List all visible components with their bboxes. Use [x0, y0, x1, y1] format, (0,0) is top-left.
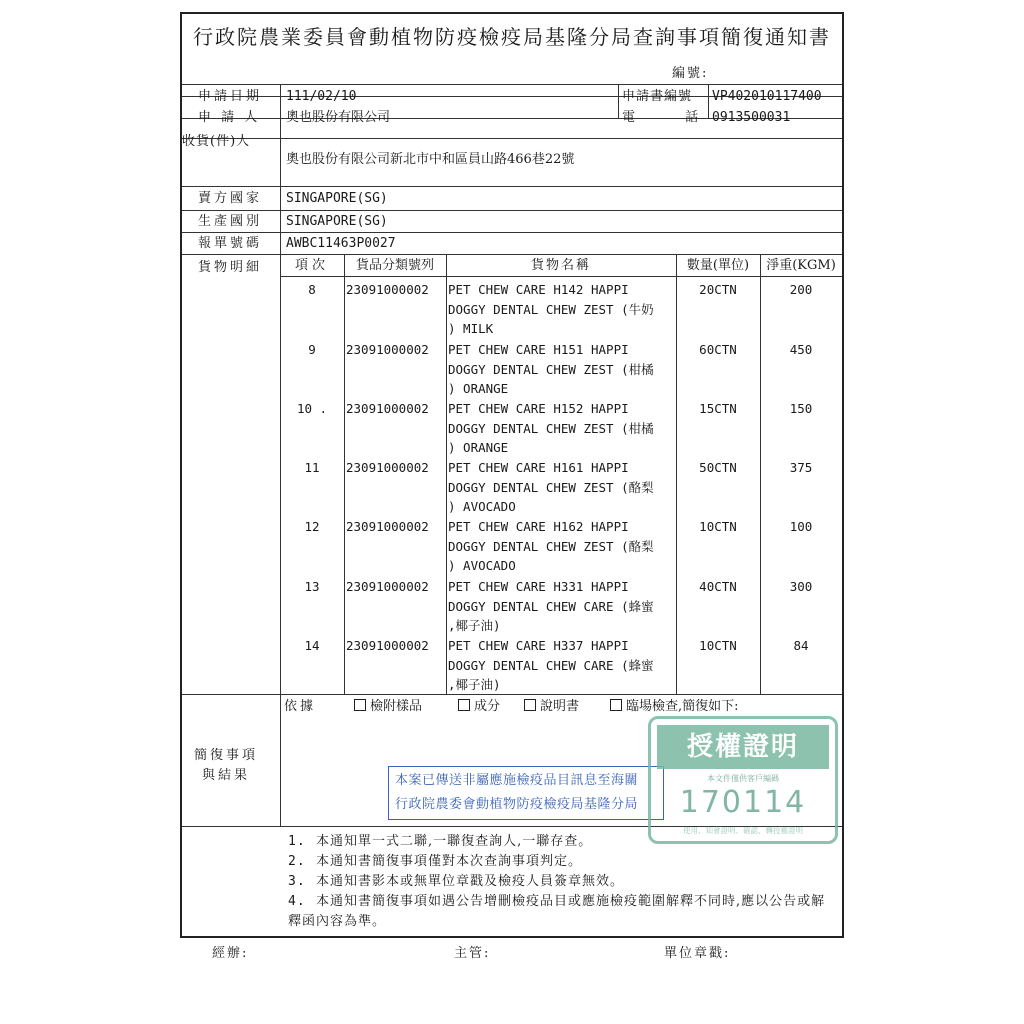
notice-form	[180, 12, 844, 938]
check-onsite	[610, 698, 739, 716]
row-code: 23091000002	[346, 282, 429, 297]
row-name: PET CHEW CARE H142 HAPPI DOGGY DENTAL CHEW ZEST (牛奶 ) MILK	[448, 282, 654, 336]
applicant-value: 奧也股份有限公司	[286, 110, 391, 125]
rule	[182, 84, 842, 85]
note-number: 3.	[288, 874, 306, 889]
auth-footer: 使用、知會證明、確認、轉授權證明	[683, 826, 803, 835]
row-item: 10 .	[296, 401, 328, 416]
reply-label-line1: 簡復事項	[194, 748, 259, 763]
note-item	[288, 872, 624, 892]
col-header-name: 貨物名稱	[530, 258, 591, 273]
note-item	[288, 892, 828, 932]
form-number-value: VP402010117400	[712, 89, 822, 104]
row-quantity: 10CTN	[699, 638, 737, 653]
row-code: 23091000002	[346, 401, 429, 416]
declaration-number-value: AWBC11463P0027	[286, 236, 396, 251]
stamp-line2: 行政院農委會動植物防疫檢疫局基隆分局	[395, 797, 639, 812]
col-header-code: 貨品分類號列	[355, 258, 434, 273]
row-name: PET CHEW CARE H152 HAPPI DOGGY DENTAL CHEW ZEST (柑橘 ) ORANGE	[448, 401, 654, 455]
check-onsite-label: 臨場檢查,簡復如下:	[626, 699, 739, 714]
rule	[344, 254, 345, 694]
reply-label-line2: 與結果	[202, 768, 251, 783]
rule	[446, 254, 447, 694]
row-quantity: 60CTN	[699, 342, 737, 357]
check-sample-label: 檢附樣品	[370, 699, 423, 714]
row-weight: 375	[789, 460, 813, 475]
unit-seal-label: 單位章戳:	[664, 946, 731, 961]
checkbox	[610, 699, 622, 711]
col-header-weight: 淨重(KGM)	[766, 258, 836, 273]
row-name: PET CHEW CARE H331 HAPPI DOGGY DENTAL CHEW CARE (蜂蜜 ,椰子油)	[448, 579, 654, 633]
row-name: PET CHEW CARE H151 HAPPI DOGGY DENTAL CHEW ZEST (柑橘 ) ORANGE	[448, 342, 654, 396]
origin-country-label: 生產國別	[198, 214, 263, 229]
row-weight: 100	[789, 519, 813, 534]
row-quantity: 10CTN	[699, 519, 737, 534]
checkbox	[524, 699, 536, 711]
note-text: 本通知書簡復事項如遇公告增刪檢疫品目或應施檢疫範圍解釋不同時,應以公告或解釋函內容為準。	[288, 894, 826, 929]
row-item: 8	[308, 282, 316, 297]
row-weight: 450	[789, 342, 813, 357]
row-quantity: 50CTN	[699, 460, 737, 475]
rule	[182, 232, 842, 233]
origin-country-value: SINGAPORE(SG)	[286, 214, 388, 229]
form-number-label: 申請書編號	[622, 89, 693, 104]
row-name: PET CHEW CARE H161 HAPPI DOGGY DENTAL CHEW ZEST (酪梨 ) AVOCADO	[448, 460, 654, 514]
rule	[708, 84, 709, 118]
row-code: 23091000002	[346, 638, 429, 653]
note-number: 2.	[288, 854, 306, 869]
phone-label: 電 話	[622, 110, 702, 125]
phone-value: 0913500031	[712, 110, 791, 125]
row-quantity: 20CTN	[699, 282, 737, 297]
auth-subtitle: 本文件僅供客戶編碼	[707, 774, 779, 783]
basis-label: 依據	[284, 699, 317, 714]
applicant-label: 申 請 人	[198, 110, 261, 125]
row-weight: 84	[793, 638, 809, 653]
note-text: 本通知書影本或無單位章戳及檢疫人員簽章無效。	[316, 874, 625, 889]
rule	[182, 254, 842, 255]
document-title: 行政院農業委員會動植物防疫檢疫局基隆分局查詢事項簡復通知書	[193, 25, 831, 49]
consignee-label: 收貨(件)人	[182, 134, 251, 149]
row-code: 23091000002	[346, 460, 429, 475]
row-weight: 200	[789, 282, 813, 297]
row-quantity: 40CTN	[699, 579, 737, 594]
handler-signature-label: 經辦:	[212, 946, 249, 961]
check-manual	[524, 698, 579, 716]
row-code: 23091000002	[346, 342, 429, 357]
check-manual-label: 說明書	[540, 699, 580, 714]
auth-number: 170114	[679, 785, 807, 820]
note-text: 本通知書簡復事項僅對本次查詢事項判定。	[316, 854, 583, 869]
seller-country-value: SINGAPORE(SG)	[286, 191, 388, 206]
rule	[280, 276, 842, 277]
col-header-quantity: 數量(單位)	[686, 258, 750, 273]
row-item: 9	[308, 342, 316, 357]
note-number: 4.	[288, 894, 306, 909]
rule	[618, 84, 619, 118]
rule	[280, 84, 281, 826]
rule	[182, 186, 842, 187]
rule	[182, 210, 842, 211]
check-ingredients-label: 成分	[474, 699, 501, 714]
goods-details-label: 貨物明細	[198, 260, 263, 275]
row-item: 12	[304, 519, 320, 534]
supervisor-signature-label: 主管:	[454, 946, 491, 961]
note-item	[288, 832, 592, 852]
row-code: 23091000002	[346, 579, 429, 594]
row-item: 13	[304, 579, 320, 594]
row-item: 14	[304, 638, 320, 653]
rule	[182, 138, 842, 139]
official-stamp	[388, 766, 664, 820]
note-item	[288, 852, 582, 872]
apply-date-label: 申請日期	[198, 89, 263, 104]
note-text: 本通知單一式二聯,一聯復查詢人,一聯存查。	[316, 834, 593, 849]
stamp-line1: 本案已傳送非屬應施檢疫品目訊息至海關	[395, 773, 639, 788]
check-sample	[354, 698, 422, 716]
row-code: 23091000002	[346, 519, 429, 534]
row-weight: 300	[789, 579, 813, 594]
declaration-number-label: 報單號碼	[198, 236, 263, 251]
seller-country-label: 賣方國家	[198, 191, 263, 206]
row-name: PET CHEW CARE H337 HAPPI DOGGY DENTAL CHEW CARE (蜂蜜 ,椰子油)	[448, 638, 654, 692]
checkbox	[458, 699, 470, 711]
apply-date-value: 111/02/10	[286, 89, 357, 104]
row-quantity: 15CTN	[699, 401, 737, 416]
row-name: PET CHEW CARE H162 HAPPI DOGGY DENTAL CHEW ZEST (酪梨 ) AVOCADO	[448, 519, 654, 573]
checkbox	[354, 699, 366, 711]
consignee-value: 奧也股份有限公司新北市中和區員山路466巷22號	[286, 152, 575, 167]
row-item: 11	[304, 460, 320, 475]
auth-title: 授權證明	[657, 725, 829, 769]
check-ingredients	[458, 698, 500, 716]
authorization-watermark	[648, 716, 838, 844]
document-number-label: 編號:	[672, 66, 709, 81]
row-weight: 150	[789, 401, 813, 416]
col-header-item: 項次	[294, 258, 329, 273]
note-number: 1.	[288, 834, 306, 849]
